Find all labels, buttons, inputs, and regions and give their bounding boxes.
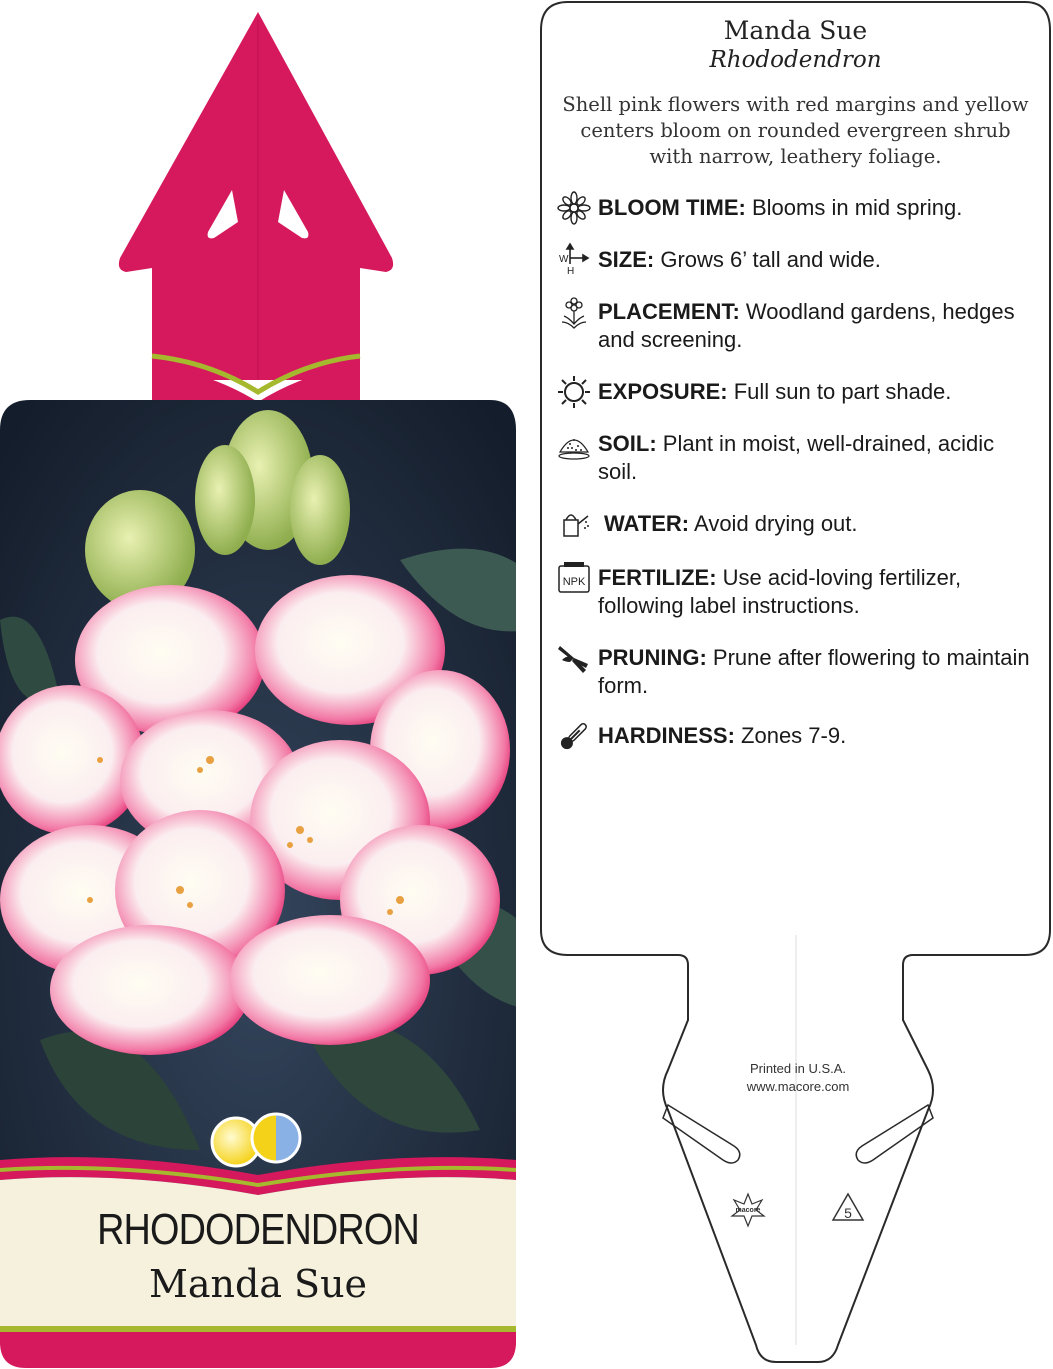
- part-shade-icon: [252, 1114, 300, 1162]
- attr-label: PRUNING:: [598, 645, 707, 670]
- watering-can-icon: [556, 506, 592, 542]
- size-icon-h: H: [567, 266, 575, 277]
- fertilizer-icon: [556, 560, 592, 596]
- size-icon: [556, 242, 592, 278]
- back-header: [538, 16, 1053, 74]
- fertilizer-icon-text: NPK: [562, 576, 586, 588]
- printed-info: [698, 1060, 898, 1096]
- website: www.macore.com: [746, 1079, 850, 1094]
- attr-value: Plant in moist, well-drained, acidic soil.: [598, 431, 995, 484]
- variety-title: Manda Sue: [148, 1262, 368, 1306]
- attr-value: Full sun to part shade.: [733, 379, 952, 404]
- attr-label: HARDINESS:: [598, 723, 735, 748]
- size-icon-w: W: [559, 254, 569, 265]
- attr-label: SIZE:: [598, 247, 655, 272]
- placement-icon: [556, 294, 592, 330]
- attr-value: Prune after flowering to maintain form.: [598, 645, 1030, 698]
- attr-value: Avoid drying out.: [694, 511, 858, 536]
- printed-in: Printed in U.S.A.: [749, 1061, 847, 1076]
- sun-icon: [556, 374, 592, 410]
- attr-label: FERTILIZE:: [598, 565, 717, 590]
- plant-name: Manda Sue: [723, 16, 868, 45]
- attr-value: Grows 6’ tall and wide.: [660, 247, 881, 272]
- attr-value: Zones 7-9.: [741, 723, 847, 748]
- arrow-tab: [119, 12, 393, 380]
- attr-label: SOIL:: [598, 431, 657, 456]
- recycle-code: 5: [844, 1205, 852, 1221]
- attr-value: Woodland gardens, hedges and screening.: [598, 299, 1015, 352]
- attr-label: PLACEMENT:: [598, 299, 740, 324]
- attr-label: BLOOM TIME:: [598, 195, 746, 220]
- attr-label: WATER:: [604, 511, 690, 536]
- plant-latin-name: Rhododendron: [709, 47, 882, 73]
- macore-logo-text: macore: [735, 1207, 761, 1214]
- attr-value: Blooms in mid spring.: [752, 195, 963, 220]
- attr-label: EXPOSURE:: [598, 379, 728, 404]
- attr-value: Use acid-loving fertilizer, following label instructions.: [598, 565, 962, 618]
- genus-title: RHODODENDRON: [97, 1205, 419, 1254]
- soil-icon: [556, 426, 592, 462]
- pruners-icon: [556, 640, 592, 676]
- bloom-icon: [556, 190, 592, 226]
- back-tag: [538, 0, 1053, 1369]
- thermometer-icon: [556, 718, 592, 754]
- plant-description: Shell pink flowers with red margins and yellow centers bloom on rounded evergreen shrub with narrow, leathery foliage.: [562, 93, 1029, 168]
